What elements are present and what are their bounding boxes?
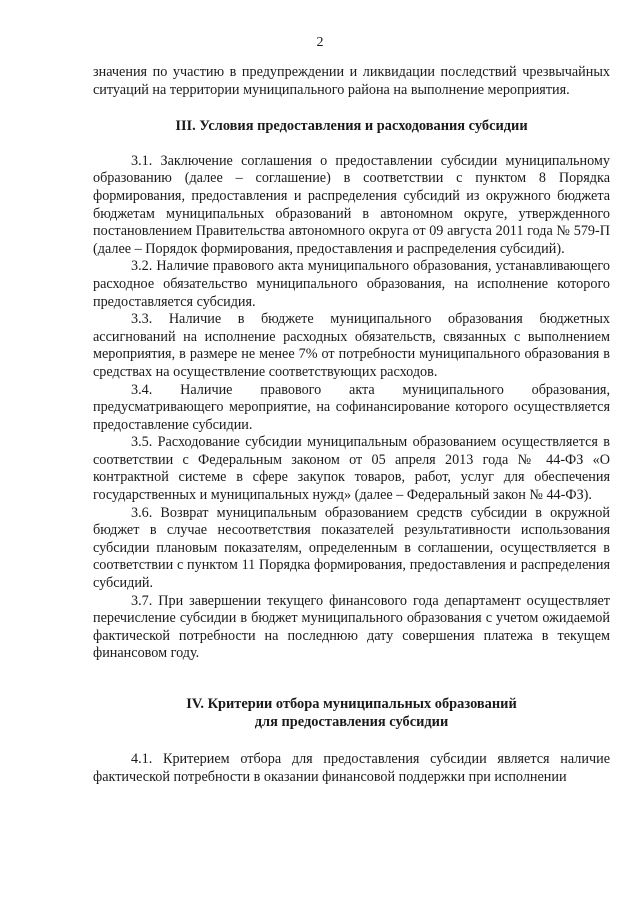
paragraph-3-2: 3.2. Наличие правового акта муниципального образования, устанавливающего расходное обязательство муниципального образования, на исполнение которого предоставляется субсидия.: [93, 258, 610, 310]
section-4-heading-line-1: IV. Критерии отбора муниципальных образований: [186, 696, 517, 712]
paragraph-3-3: 3.3. Наличие в бюджете муниципального образования бюджетных ассигнований на исполнение расходных обязательств, связанных с выполнением мероприятия, в размере не менее 7% от потребности муниципального образования в средствах на осуществление соответствующих расходов.: [93, 311, 610, 380]
intro-paragraph: значения по участию в предупреждении и ликвидации последствий чрезвычайных ситуаций на территории муниципального района на выполнение мероприятия.: [93, 64, 610, 98]
paragraph-3-6: 3.6. Возврат муниципальным образованием средств субсидии в окружной бюджет в случае несоответствия показателей результативности использования субсидии плановым показателям, определенным в соглашении, осуществляется в соответствии с пунктом 11 Порядка формирования, предоставления и распределения субсидий.: [93, 504, 610, 592]
section-3-heading: III. Условия предоставления и расходования субсидии: [175, 118, 528, 135]
paragraph-3-1: 3.1. Заключение соглашения о предоставлении субсидии муниципальному образованию (далее – соглашение) в соответствии с пунктом 8 Порядка формирования, предоставления и распределения субсидий из окружного бюджета бюджетам муниципальных образований в автономном округе, утвержденного постановлением Правительства автономного округа от 09 августа 2011 года № 579-П (далее – Порядок формирования, предоставления и распределения субсидий).: [93, 152, 610, 257]
section-4-heading-line-2: для предоставления субсидии: [254, 713, 449, 730]
paragraph-3-5: 3.5. Расходование субсидии муниципальным образованием осуществляется в соответствии с Федеральным законом от 05 апреля 2013 года № 44-ФЗ «О контрактной системе в сфере закупок товаров, работ, услуг для обеспечения государственных и муниципальных нужд» (далее – Федеральный закон № 44-ФЗ).: [93, 434, 610, 504]
document-body: [93, 64, 610, 786]
paragraph-3-7: 3.7. При завершении текущего финансового года департамент осуществляет перечисление субсидии в бюджет муниципального образования с учетом ожидаемой фактической потребности на последнюю дату совершения платежа в текущем финансовом году.: [93, 592, 610, 662]
paragraph-4-1: 4.1. Критерием отбора для предоставления субсидии является наличие фактической потребности в оказании финансовой поддержки при исполнении: [93, 751, 610, 785]
section-4-heading: [93, 696, 610, 731]
page-number: 2: [316, 35, 324, 50]
paragraph-3-4: 3.4. Наличие правового акта муниципального образования, предусматривающего мероприятие, на софинансирование которого осуществляется предоставление субсидии.: [93, 381, 610, 433]
